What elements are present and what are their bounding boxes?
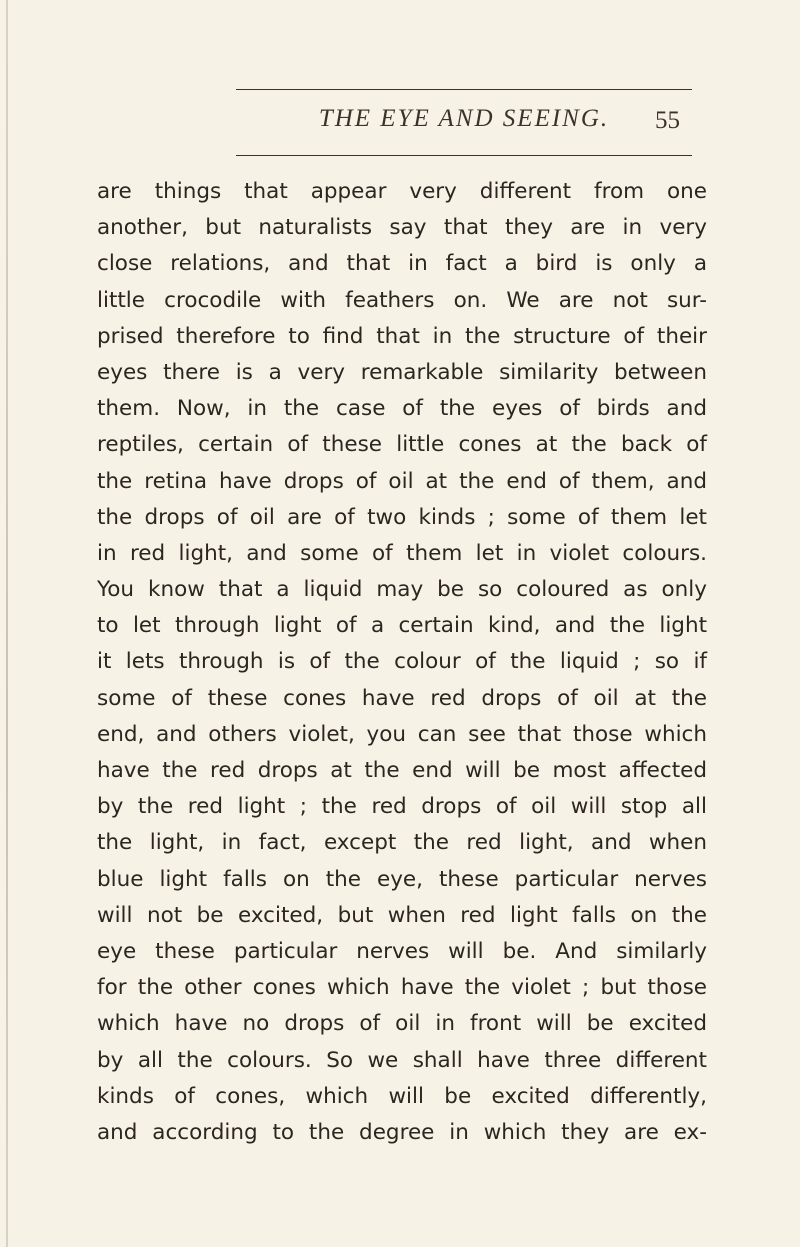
text-line: them. Now, in the case of the eyes of birds and [97, 396, 707, 422]
text-line: blue light falls on the eye, these particular nerves [97, 866, 707, 892]
text-line: will not be excited, but when red light falls on the [97, 902, 707, 928]
text-line: kinds of cones, which will be excited differently, [97, 1083, 707, 1109]
text-line: which have no drops of oil in front will be excited [97, 1011, 707, 1037]
text-line: by the red light ; the red drops of oil will stop all [97, 794, 707, 820]
text-line: another, but naturalists say that they are in very [97, 215, 707, 241]
text-line: are things that appear very different from one [97, 179, 707, 204]
text-line: by all the colours. So we shall have three different [97, 1047, 707, 1073]
text-line: the retina have drops of oil at the end of them, and [97, 468, 707, 494]
text-line: close relations, and that in fact a bird is only a [97, 251, 707, 277]
text-line: little crocodile with feathers on. We are not sur- [97, 287, 707, 313]
text-line: eyes there is a very remarkable similarity between [97, 359, 707, 385]
text-line: You know that a liquid may be so coloured as only [97, 577, 707, 603]
text-line: it lets through is of the colour of the liquid ; so if [97, 649, 707, 675]
text-line: prised therefore to find that in the structure of their [97, 323, 707, 349]
text-line: have the red drops at the end will be most affected [97, 758, 707, 783]
text-line: the light, in fact, except the red light, and when [97, 830, 707, 856]
page-number: 55 [655, 107, 680, 134]
running-head [236, 105, 692, 139]
running-title: THE EYE AND SEEING. [318, 105, 610, 132]
page-edge [6, 0, 8, 1247]
header-top-rule [236, 89, 692, 90]
text-line: and according to the degree in which they are ex- [97, 1119, 707, 1145]
text-line: in red light, and some of them let in violet colours. [97, 540, 707, 566]
body-text [97, 174, 707, 1151]
header-bottom-rule [236, 155, 692, 156]
text-line: some of these cones have red drops of oil at the [97, 685, 707, 711]
text-line: the drops of oil are of two kinds ; some of them let [97, 504, 707, 530]
text-line: end, and others violet, you can see that those which [97, 721, 707, 747]
text-line: eye these particular nerves will be. And similarly [97, 938, 707, 964]
text-line: reptiles, certain of these little cones at the back of [97, 432, 707, 458]
text-line: for the other cones which have the violet ; but those [97, 975, 707, 1001]
text-line: to let through light of a certain kind, and the light [97, 613, 707, 639]
